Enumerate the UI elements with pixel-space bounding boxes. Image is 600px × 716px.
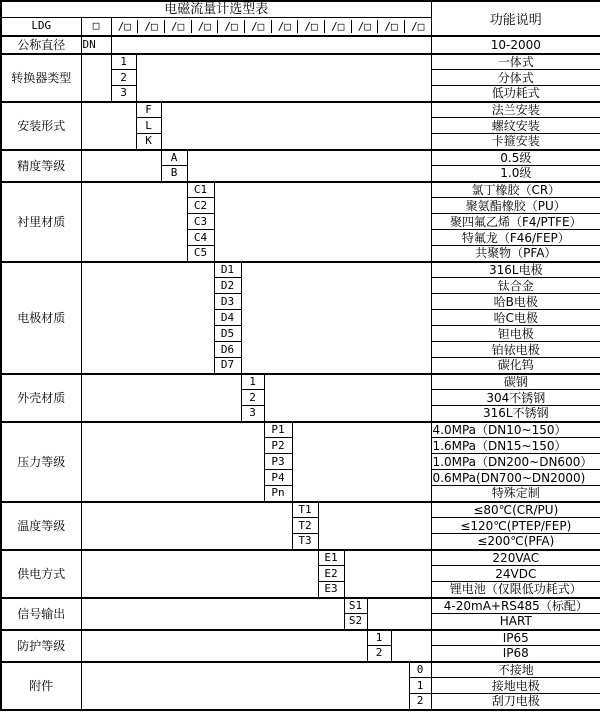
description-cell: 1.0MPa（DN200~DN600） [431, 454, 600, 470]
section-label: 外壳材质 [1, 374, 81, 422]
left-spacer-cell [81, 182, 187, 262]
right-spacer-cell [161, 102, 431, 150]
code-cell: A [161, 150, 187, 166]
description-cell: 卡箍安装 [431, 134, 600, 150]
right-spacer-cell [391, 630, 431, 662]
slash-box-placeholder: /□ [324, 20, 351, 33]
description-cell: 4.0MPa（DN10~150） [431, 422, 600, 438]
code-cell: F [136, 102, 161, 118]
section-label: 安装形式 [1, 102, 81, 150]
slash-box-placeholder: /□ [351, 20, 378, 33]
description-cell: 哈B电极 [431, 294, 600, 310]
code-cell: D1 [214, 262, 241, 278]
description-cell: 一体式 [431, 54, 600, 70]
section-label: 防护等级 [1, 630, 81, 662]
description-cell: 0.6MPa(DN700~DN2000) [431, 470, 600, 486]
code-cell: C3 [187, 214, 214, 230]
description-cell: 304不锈钢 [431, 390, 600, 406]
code-cell: T2 [292, 518, 318, 534]
code-cell: B [161, 166, 187, 182]
code-cell: E3 [318, 582, 344, 598]
right-spacer-cell [187, 150, 431, 182]
code-cell: D6 [214, 342, 241, 358]
code-cell: P1 [264, 422, 292, 438]
code-cell: 2 [241, 390, 264, 406]
description-cell: 碳化钨 [431, 358, 600, 374]
left-spacer-cell [81, 598, 344, 630]
code-cell: P3 [264, 454, 292, 470]
left-spacer-cell [81, 662, 409, 710]
left-spacer-cell [81, 422, 264, 502]
code-cell: 1 [241, 374, 264, 390]
code-cell: 2 [409, 694, 431, 710]
description-cell: 钛合金 [431, 278, 600, 294]
description-cell: 氯丁橡胶（CR） [431, 182, 600, 198]
code-cell: DN [81, 36, 111, 54]
slash-box-row [112, 20, 431, 33]
code-cell: 2 [111, 70, 136, 86]
code-cell: 1 [367, 630, 391, 646]
section-label: 转换器类型 [1, 54, 81, 102]
slash-box-placeholder: /□ [297, 20, 324, 33]
code-cell: D2 [214, 278, 241, 294]
description-cell: 1.0级 [431, 166, 600, 182]
description-cell: 钽电极 [431, 326, 600, 342]
description-cell: 铂铱电极 [431, 342, 600, 358]
slash-box-placeholder: /□ [191, 20, 218, 33]
function-column-header: 功能说明 [431, 1, 600, 36]
model-prefix-cell: LDG [1, 18, 81, 36]
description-cell: 不接地 [431, 662, 600, 678]
right-spacer-cell [111, 36, 431, 54]
description-cell: 哈C电极 [431, 310, 600, 326]
slash-box-placeholder: /□ [377, 20, 404, 33]
code-cell: D7 [214, 358, 241, 374]
code-cell: C2 [187, 198, 214, 214]
section-label: 精度等级 [1, 150, 81, 182]
left-spacer-cell [81, 374, 241, 422]
right-spacer-cell [318, 502, 431, 550]
description-cell: 特殊定制 [431, 486, 600, 502]
description-cell: 接地电极 [431, 678, 600, 694]
code-cell: C1 [187, 182, 214, 198]
slash-box-placeholder: /□ [271, 20, 298, 33]
description-cell: 10-2000 [431, 36, 600, 54]
description-cell: 螺纹安装 [431, 118, 600, 134]
description-cell: HART [431, 614, 600, 630]
section-label: 电极材质 [1, 262, 81, 374]
right-spacer-cell [292, 422, 431, 502]
description-cell: 24VDC [431, 566, 600, 582]
section-label: 信号输出 [1, 598, 81, 630]
left-spacer-cell [81, 550, 318, 598]
description-cell: 共聚物（PFA） [431, 246, 600, 262]
description-cell: ≤120℃(PTEP/FEP) [431, 518, 600, 534]
description-cell: 特氟龙（F46/FEP） [431, 230, 600, 246]
code-cell: 1 [409, 678, 431, 694]
code-cell: Pn [264, 486, 292, 502]
description-cell: 聚氨酯橡胶（PU） [431, 198, 600, 214]
description-cell: 碳钢 [431, 374, 600, 390]
right-spacer-cell [264, 374, 431, 422]
slash-box-placeholder: /□ [137, 20, 164, 33]
code-cell: D3 [214, 294, 241, 310]
description-cell: 1.6MPa（DN15~150） [431, 438, 600, 454]
slash-box-placeholder: /□ [244, 20, 271, 33]
code-cell: 1 [111, 54, 136, 70]
code-placeholder-strip [111, 18, 431, 36]
right-spacer-cell [214, 182, 431, 262]
left-spacer-cell [81, 102, 136, 150]
slash-box-placeholder: /□ [117, 19, 131, 33]
code-cell: E1 [318, 550, 344, 566]
code-cell: 0 [409, 662, 431, 678]
right-spacer-cell [344, 550, 431, 598]
description-cell: 低功耗式 [431, 86, 600, 102]
right-spacer-cell [367, 598, 431, 630]
description-cell: 刮刀电极 [431, 694, 600, 710]
code-cell: E2 [318, 566, 344, 582]
description-cell: IP65 [431, 630, 600, 646]
code-cell: P4 [264, 470, 292, 486]
section-label: 公称直径 [1, 36, 81, 54]
slash-box-placeholder: /□ [404, 20, 431, 33]
description-cell: ≤200℃(PFA) [431, 534, 600, 550]
slash-box-placeholder: /□ [164, 20, 191, 33]
code-cell: S1 [344, 598, 367, 614]
right-spacer-cell [136, 54, 431, 102]
description-cell: 4-20mA+RS485（标配） [431, 598, 600, 614]
code-cell: T1 [292, 502, 318, 518]
code-cell: D4 [214, 310, 241, 326]
left-spacer-cell [81, 150, 161, 182]
code-cell: D5 [214, 326, 241, 342]
description-cell: 220VAC [431, 550, 600, 566]
description-cell: 聚四氟乙烯（F4/PTFE） [431, 214, 600, 230]
section-label: 附件 [1, 662, 81, 710]
section-label: 供电方式 [1, 550, 81, 598]
left-spacer-cell [81, 502, 292, 550]
description-cell: ≤80℃(CR/PU) [431, 502, 600, 518]
code-cell: S2 [344, 614, 367, 630]
code-cell: L [136, 118, 161, 134]
table-title: 电磁流量计选型表 [1, 1, 431, 18]
code-cell: K [136, 134, 161, 150]
dn-placeholder-box: □ [81, 18, 111, 36]
code-cell: 2 [367, 646, 391, 662]
description-cell: 法兰安装 [431, 102, 600, 118]
section-label: 压力等级 [1, 422, 81, 502]
left-spacer-cell [81, 54, 111, 102]
section-label: 温度等级 [1, 502, 81, 550]
section-label: 衬里材质 [1, 182, 81, 262]
description-cell: 锂电池（仅限低功耗式） [431, 582, 600, 598]
description-cell: 分体式 [431, 70, 600, 86]
right-spacer-cell [241, 262, 431, 374]
left-spacer-cell [81, 630, 367, 662]
description-cell: 316L电极 [431, 262, 600, 278]
code-cell: 3 [241, 406, 264, 422]
code-cell: C4 [187, 230, 214, 246]
code-cell: C5 [187, 246, 214, 262]
description-cell: 0.5级 [431, 150, 600, 166]
code-cell: T3 [292, 534, 318, 550]
slash-box-placeholder: /□ [217, 20, 244, 33]
code-cell: 3 [111, 86, 136, 102]
code-cell: P2 [264, 438, 292, 454]
description-cell: 316L不锈钢 [431, 406, 600, 422]
left-spacer-cell [81, 262, 214, 374]
description-cell: IP68 [431, 646, 600, 662]
